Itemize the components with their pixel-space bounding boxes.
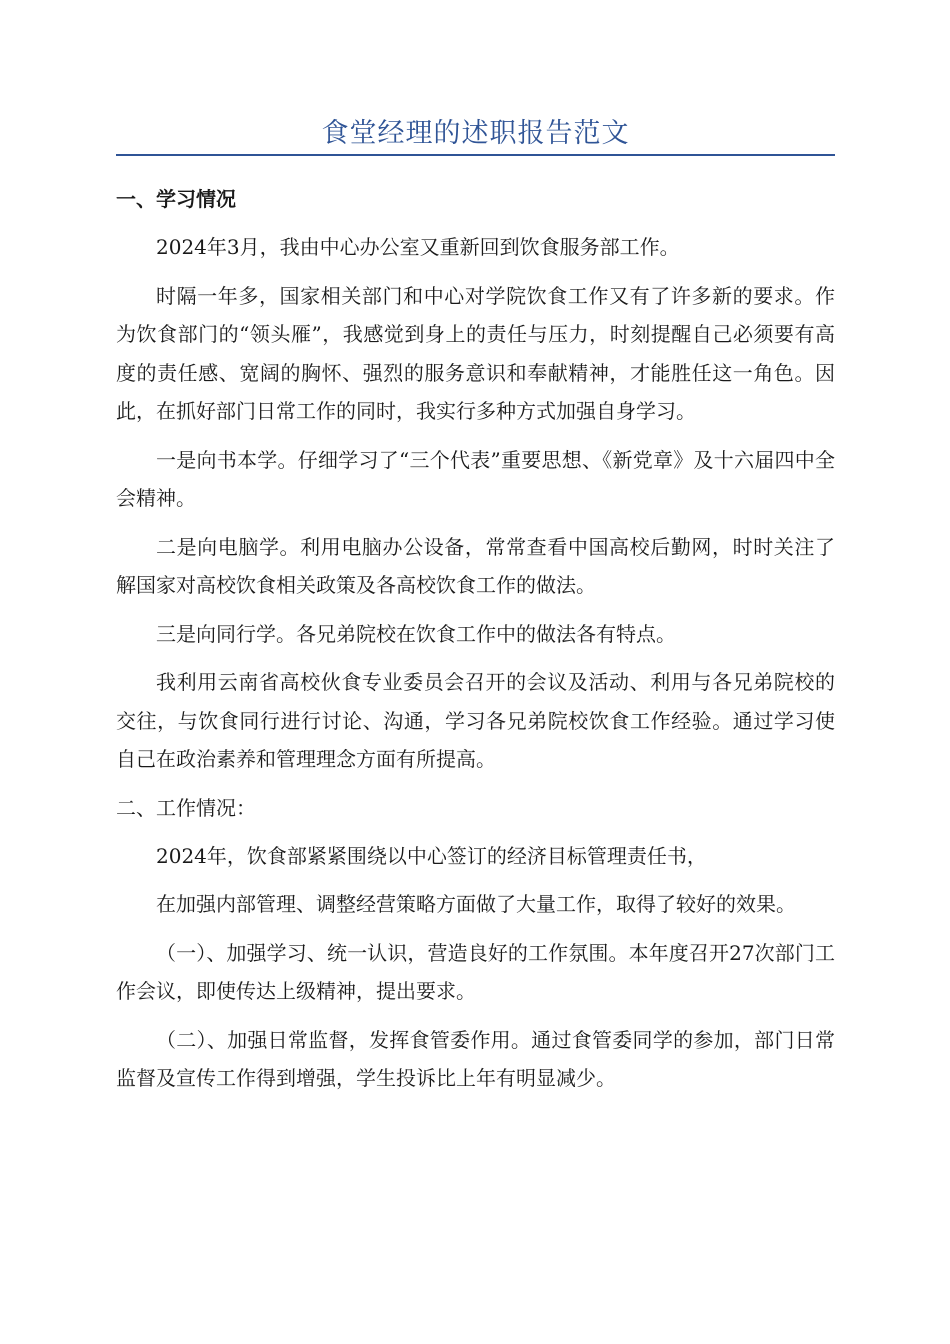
document-page <box>116 0 835 1098</box>
paragraph: 二是向电脑学。利用电脑办公设备，常常查看中国高校后勤网，时时关注了解国家对高校饮食相关政策及各高校饮食工作的做法。 <box>116 534 835 597</box>
paragraph: 我利用云南省高校伙食专业委员会召开的会议及活动、利用与各兄弟院校的交往，与饮食同行进行讨论、沟通，学习各兄弟院校饮食工作经验。通过学习使自己在政治素养和管理理念方面有所提高。 <box>116 670 835 771</box>
paragraph: 在加强内部管理、调整经营策略方面做了大量工作，取得了较好的效果。 <box>156 892 796 916</box>
document-title: 食堂经理的述职报告范文 <box>321 118 630 149</box>
section-heading-study: 一、学习情况 <box>116 187 236 211</box>
paragraph: （二）、加强日常监督，发挥食管委作用。通过食管委同学的参加，部门日常监督及宣传工作得到增强，学生投诉比上年有明显减少。 <box>116 1027 835 1090</box>
paragraph: 一是向书本学。仔细学习了“三个代表”重要思想、《新党章》及十六届四中全会精神。 <box>116 447 835 510</box>
section-heading-work: 二、工作情况： <box>116 795 256 820</box>
title-underline <box>116 154 835 156</box>
paragraph: 2024年，饮食部紧紧围绕以中心签订的经济目标管理责任书， <box>156 843 707 868</box>
paragraph: 三是向同行学。各兄弟院校在饮食工作中的做法各有特点。 <box>156 621 676 646</box>
paragraph: （一）、加强学习、统一认识，营造良好的工作氛围。本年度召开27次部门工作会议，即使传达上级精神，提出要求。 <box>116 940 835 1003</box>
paragraph: 2024年3月，我由中心办公室又重新回到饮食服务部工作。 <box>156 235 680 259</box>
paragraph: 时隔一年多，国家相关部门和中心对学院饮食工作又有了许多新的要求。作为饮食部门的“领头雁”，我感觉到身上的责任与压力，时刻提醒自己必须要有高度的责任感、宽阔的胸怀、强烈的服务意识和奉献精神，才能胜任这一角色。因此，在抓好部门日常工作的同时，我实行多种方式加强自身学习。 <box>116 283 835 423</box>
